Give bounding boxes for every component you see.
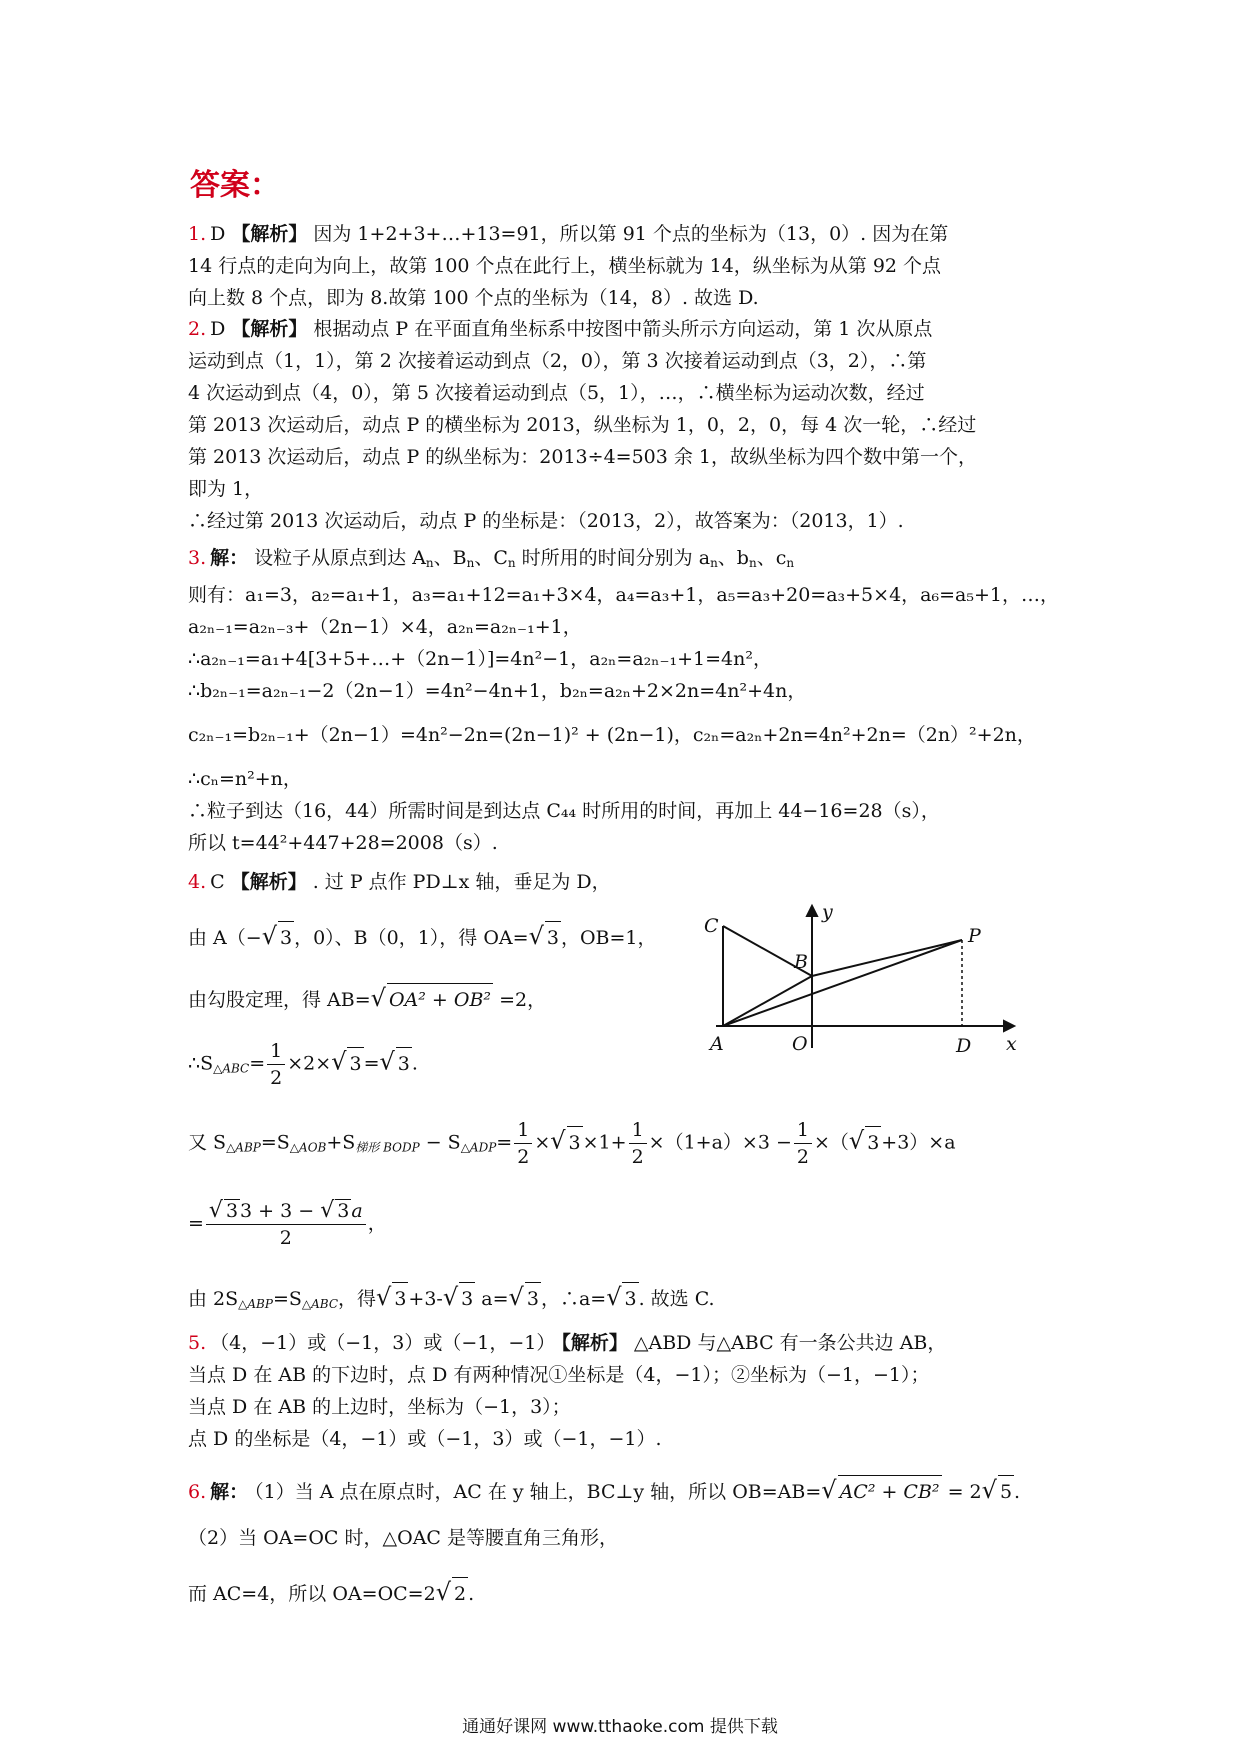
sqrt-sign-icon: √: [208, 1198, 223, 1223]
q4-text: a=: [475, 1288, 509, 1310]
answer-5: [188, 1327, 1058, 1455]
segment-bp: [812, 940, 962, 976]
q3-text: 、C: [474, 547, 508, 569]
q5-tag: 【解析】: [561, 1332, 628, 1354]
fraction: $\frac{1}{2}$: [629, 1117, 647, 1170]
q3-sub: n: [710, 556, 718, 570]
label-x: x: [1006, 1033, 1017, 1055]
q4-text: ，得: [338, 1288, 377, 1310]
q5-number: 5.: [188, 1332, 207, 1354]
sqrt-sign-icon: √: [981, 1476, 997, 1504]
q4-text: ×（: [813, 1131, 849, 1154]
sqrt-sign-icon: √: [550, 1126, 566, 1155]
sqrt-sign-icon: √: [370, 984, 386, 1012]
q4-sub: △ABC: [301, 1297, 339, 1311]
answer-6: [188, 1474, 1058, 1610]
q4-text: =S: [260, 1131, 290, 1154]
radicand: 3: [567, 1126, 583, 1159]
q3-line: ∴粒子到达（16，44）所需时间是到达点 C₄₄ 时所用的时间，再加上 44−16=28（s），: [188, 800, 940, 822]
fraction: $\frac{1}{2}$: [267, 1038, 285, 1091]
radicand: OA² + OB²: [387, 983, 493, 1016]
fraction: $\frac{1}{2}$: [514, 1117, 532, 1170]
y-axis-arrow-icon: [807, 906, 817, 916]
sqrt-sign-icon: √: [606, 1283, 622, 1311]
q3-text: 设粒子从原点到达 A: [254, 547, 426, 569]
q6-text: 而 AC=4，所以 OA=OC=2: [188, 1583, 436, 1605]
q4-tag: 【解析】: [230, 871, 307, 893]
q4-text: .: [411, 1052, 418, 1075]
radicand: 3: [392, 1282, 408, 1315]
q4-text: ，: [367, 1212, 387, 1235]
sqrt-sign-icon: √: [379, 1047, 395, 1076]
q2-line: 运动到点（1，1），第 2 次接着运动到点（2，0），第 3 次接着运动到点（3，2），∴第: [188, 350, 927, 372]
q4-text: a: [351, 1200, 363, 1222]
q3-line: 所以 t=44²+447+28=2008（s）.: [188, 832, 498, 854]
q2-answer: D: [210, 318, 226, 340]
fraction: $\frac{1}{2}$: [794, 1117, 812, 1170]
q3-text: 、B: [433, 547, 467, 569]
q6-text: = 2: [941, 1481, 982, 1503]
q4-text: 2: [279, 1227, 292, 1249]
segment-ap: [723, 940, 962, 1026]
q6-text: （1）当 A 点在原点时，AC 在 y 轴上，BC⊥y 轴，所以 OB=AB=: [254, 1481, 822, 1503]
q4-text: =: [249, 1052, 266, 1075]
q4-text: =S: [272, 1288, 302, 1310]
answer-heading: 答案：: [190, 168, 280, 203]
q3-text: 、b: [717, 547, 749, 569]
q4-text: ×2×: [287, 1052, 332, 1075]
q3-sub: n: [507, 556, 516, 570]
sqrt-sign-icon: √: [442, 1283, 459, 1311]
q6-line: （2）当 OA=OC 时，△OAC 是等腰直角三角形，: [188, 1527, 618, 1549]
answer-4: 4. C 【解析】 . 过 P 点作 PD⊥x 轴，垂足为 D， 由 A（−√ 3 ，0）、B（0，1），得 OA=√ 3 ，OB=1， 由勾股定理，得 AB=√ OA² + OB² =2， $\therefore S_{\triangle ABC}=$ $\frac{1}{2}$ ×2×√ 3 =√ 3 . 又 $S_{\triangle ABP}=S_{\triangle AOB}+S_{梯形 BODP} - S_{\triangle ADP}=$ $\frac{1}{2}$ ×√ 3 ×1+ $\frac{1}{2}$ ×（1+a）×3 − $\frac{1}{2}$ ×（√ 3 +3）×a = $\frac{√ 3 3 + 3 - √ 3 a}{2}$ ， 由 $2S_{\triangle ABP}=S_{\triangle ABC}$，得√ 3 +3-√ 3 a=√ 3 ，∴a=√ 3 . 故选 C.: [188, 866, 1058, 1320]
q5-line: △ABD 与△ABC 有一条公共边 AB，: [633, 1332, 947, 1354]
q6-tag: 解：: [210, 1481, 249, 1503]
q4-text: ×（1+a）×3 −: [648, 1131, 792, 1154]
q6-text: .: [1014, 1481, 1021, 1503]
q4-text: . 故选 C.: [638, 1288, 715, 1310]
q3-sub: n: [786, 556, 795, 570]
radicand: 3: [225, 1200, 239, 1222]
q4-sub: △ABC: [213, 1061, 250, 1076]
q4-text: ×1+: [582, 1131, 627, 1154]
radicand: 3: [396, 1047, 412, 1080]
q4-text: − S: [419, 1131, 461, 1154]
q4-text: ×: [534, 1131, 551, 1154]
fraction-result: [206, 1198, 366, 1251]
q3-sub: n: [466, 556, 475, 570]
sqrt-sign-icon: √: [376, 1283, 392, 1311]
q3-tag: 解：: [210, 547, 249, 569]
q3-number: 3.: [188, 547, 207, 569]
sqrt-sign-icon: √: [821, 1476, 837, 1504]
q1-answer: D: [210, 223, 226, 245]
answer-1: [188, 218, 1058, 314]
q4-sub: 梯形 BODP: [355, 1140, 420, 1155]
q6-text: .: [468, 1583, 475, 1605]
q4-text: +3）×a: [881, 1131, 956, 1154]
q4-answer: C: [210, 871, 225, 893]
answer-2: [188, 313, 1058, 537]
q4-sub: △ABP: [226, 1140, 261, 1155]
q3-line: 则有：a₁=3，a₂=a₁+1，a₃=a₁+12=a₁+3×4，a₄=a₃+1，a₅=a₃+20=a₃+5×4，a₆=a₅+1，…，: [188, 584, 1059, 606]
sqrt-sign-icon: √: [320, 1198, 335, 1223]
sqrt-sign-icon: √: [435, 1578, 451, 1606]
q4-text: =: [363, 1052, 380, 1075]
q2-number: 2.: [188, 318, 207, 340]
sqrt-sign-icon: √: [261, 922, 277, 950]
q4-text: =: [496, 1131, 513, 1154]
q2-line: ∴经过第 2013 次运动后，动点 P 的坐标是：（2013，2），故答案为：（2013，1）.: [188, 510, 904, 532]
q4-text: +S: [326, 1131, 356, 1154]
q3-sub: n: [425, 556, 434, 570]
q3-line: ∴cₙ=n²+n，: [188, 768, 302, 790]
coordinate-figure: [696, 898, 1026, 1074]
label-y: y: [822, 901, 833, 923]
sqrt-sign-icon: √: [848, 1126, 865, 1155]
q3-text: 、c: [756, 547, 787, 569]
q2-line: 第 2013 次运动后，动点 P 的横坐标为 2013，纵坐标为 1，0，2，0，每 4 次一轮，∴经过: [188, 414, 977, 436]
q6-number: 6.: [188, 1481, 207, 1503]
label-b: B: [794, 951, 808, 973]
q2-line: 根据动点 P 在平面直角坐标系中按图中箭头所示方向运动，第 1 次从原点: [313, 318, 933, 340]
q1-number: 1.: [188, 223, 207, 245]
q4-text: 由 2S: [188, 1288, 239, 1310]
radicand: 3: [278, 921, 294, 954]
segment-ab: [723, 976, 812, 1026]
radicand: 3: [545, 921, 561, 954]
q4-sub: △AOB: [289, 1140, 327, 1155]
q4-text: +3-: [408, 1288, 443, 1310]
label-a: A: [710, 1033, 724, 1055]
page-footer: 通通好课网 www.tthaoke.com 提供下载: [462, 1717, 778, 1737]
q4-text: ，∴a=: [540, 1288, 607, 1310]
sqrt-sign-icon: √: [508, 1283, 524, 1311]
q3-text: 时所用的时间分别为 a: [515, 547, 711, 569]
radicand: 3: [622, 1282, 638, 1315]
label-d: D: [956, 1035, 972, 1057]
radicand: 5: [998, 1475, 1014, 1508]
q4-sub: △ABP: [238, 1297, 273, 1311]
label-o: O: [792, 1033, 808, 1055]
q4-text: ，OB=1，: [560, 927, 657, 949]
radicand: 2: [452, 1577, 468, 1610]
q1-line: 向上数 8 个点，即为 8.故第 100 个点的坐标为（14，8）. 故选 D.: [188, 287, 759, 309]
q3-sub: n: [748, 556, 757, 570]
q5-answer: （4，−1）或（−1，3）或（−1，−1）: [210, 1332, 556, 1354]
q3-line: a₂ₙ₋₁=a₂ₙ₋₃+（2n−1）×4，a₂ₙ=a₂ₙ₋₁+1，: [188, 616, 582, 638]
sqrt-sign-icon: √: [528, 922, 544, 950]
label-c: C: [704, 915, 719, 937]
q4-number: 4.: [188, 871, 207, 893]
q4-text: 由 A（−: [188, 927, 262, 949]
radicand: 3: [347, 1047, 363, 1080]
radicand: 3: [337, 1200, 350, 1222]
label-p: P: [968, 925, 981, 947]
q1-tag: 【解析】: [231, 223, 308, 245]
q4-text: =2，: [493, 989, 547, 1011]
q2-line: 即为 1，: [188, 478, 264, 500]
q1-line: 14 行点的走向为向上，故第 100 个点在此行上，横坐标就为 14，纵坐标为从第 92 个点: [188, 255, 942, 277]
q4-sub: △ADP: [460, 1140, 497, 1155]
q4-text: ，0）、B（0，1），得 OA=: [294, 927, 529, 949]
sqrt-sign-icon: √: [331, 1047, 347, 1076]
x-axis-arrow-icon: [1004, 1021, 1014, 1031]
q4-line: . 过 P 点作 PD⊥x 轴，垂足为 D，: [312, 871, 611, 893]
q1-line: 因为 1+2+3+…+13=91，所以第 91 个点的坐标为（13，0）. 因为在第: [313, 223, 949, 245]
q2-tag: 【解析】: [231, 318, 308, 340]
q4-text: 又 S: [188, 1131, 227, 1154]
q3-line: ∴b₂ₙ₋₁=a₂ₙ₋₁−2（2n−1）=4n²−4n+1，b₂ₙ=a₂ₙ+2×2n=4n²+4n，: [188, 680, 807, 702]
radicand: AC² + CB²: [838, 1475, 942, 1508]
q3-line: c₂ₙ₋₁=b₂ₙ₋₁+（2n−1）=4n²−2n=(2n−1)² + (2n−1)，c₂ₙ=a₂ₙ+2n=4n²+2n=（2n）²+2n，: [188, 724, 1036, 746]
answer-3: [188, 542, 1058, 859]
q5-line: 当点 D 在 AB 的上边时，坐标为（−1，3）；: [188, 1396, 571, 1418]
radicand: 3: [525, 1282, 541, 1315]
q4-text: 由勾股定理，得 AB=: [188, 989, 371, 1011]
radicand: 3: [459, 1282, 475, 1315]
q3-line: ∴a₂ₙ₋₁=a₁+4[3+5+…+（2n−1）]=4n²−1，a₂ₙ=a₂ₙ₋₁+1=4n²，: [188, 648, 772, 670]
q4-text: ∴S: [188, 1052, 214, 1075]
q2-line: 4 次运动到点（4，0），第 5 次接着运动到点（5，1），…，∴横坐标为运动次数，经过: [188, 382, 925, 404]
q5-line: 当点 D 在 AB 的下边时，点 D 有两种情况①坐标是（4，−1）；②坐标为（−1，−1）；: [188, 1364, 930, 1386]
q5-line: 点 D 的坐标是（4，−1）或（−1，3）或（−1，−1）.: [188, 1428, 662, 1450]
q4-text: 3 + 3 −: [240, 1200, 321, 1222]
q2-line: 第 2013 次运动后，动点 P 的纵坐标为：2013÷4=503 余 1，故纵坐标为四个数中第一个，: [188, 446, 978, 468]
radicand: 3: [865, 1126, 881, 1159]
